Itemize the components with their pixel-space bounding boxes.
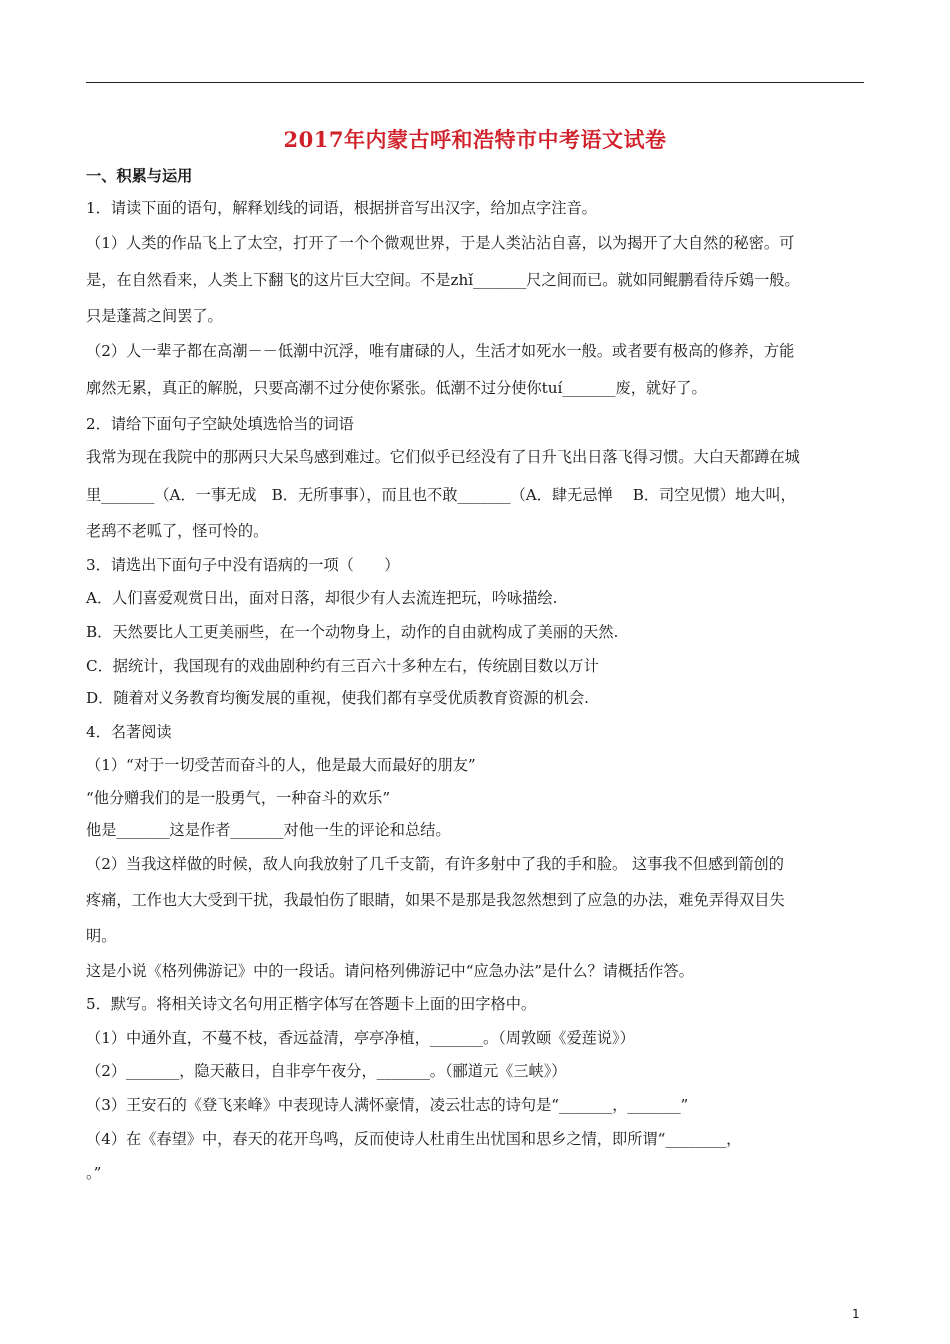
q2-text-line3: 老鸹不老呱了，怪可怜的。 — [86, 522, 269, 540]
q3-option-d: D．随着对义务教育均衡发展的重视，使我们都有享受优质教育资源的机会. — [86, 689, 590, 707]
header-rule — [86, 82, 864, 83]
q5-item4-line1: （4）在《春望》中，春天的花开鸟鸣，反而使诗人杜甫生出忧国和思乡之情，即所谓“________， — [86, 1130, 742, 1148]
q2-text-line1: 我常为现在我院中的那两只大呆鸟感到难过。它们似乎已经没有了日升飞出日落飞得习惯。大白天都蹲在城 — [86, 448, 800, 466]
q2-prompt: 2．请给下面句子空缺处填选恰当的词语 — [86, 415, 354, 433]
q5-item3: （3）王安石的《登飞来峰》中表现诗人满怀豪情，凌云壮志的诗句是“_______，_______” — [86, 1096, 689, 1114]
q4-part2-question: 这是小说《格列佛游记》中的一段话。请问格列佛游记中“应急办法”是什么？请概括作答。 — [86, 962, 694, 980]
q4-part1-quote2: “他分赠我们的是一股勇气，一种奋斗的欢乐” — [86, 789, 391, 807]
q3-option-c: C．据统计，我国现有的戏曲剧种约有三百六十多种左右，传统剧目数以万计 — [86, 657, 599, 675]
q1-part1-line3: 只是蓬蒿之间罢了。 — [86, 307, 223, 325]
q5-item2: （2）_______，隐天蔽日，自非亭午夜分，_______。（郦道元《三峡》） — [86, 1062, 567, 1080]
q4-part1-quote1: （1）“对于一切受苦而奋斗的人，他是最大而最好的朋友” — [86, 756, 476, 774]
q4-part1-question: 他是_______这是作者_______对他一生的评论和总结。 — [86, 821, 451, 839]
q4-part2-line1: （2）当我这样做的时候，敌人向我放射了几千支箭，有许多射中了我的手和脸。 这事我不但感到箭创的 — [86, 855, 784, 873]
q4-part2-line3: 明。 — [86, 927, 117, 945]
q3-prompt: 3．请选出下面句子中没有语病的一项（ ） — [86, 556, 400, 574]
q1-prompt: 1．请读下面的语句，解释划线的词语，根据拼音写出汉字，给加点字注音。 — [86, 199, 597, 217]
page-number: 1 — [852, 1307, 860, 1321]
q1-part2-line2: 廓然无累，真正的解脱，只要高潮不过分使你紧张。低潮不过分使你tuí_______废，就好了。 — [86, 379, 707, 397]
q5-item1: （1）中通外直，不蔓不枝，香远益清，亭亭净植，_______。（周敦颐《爱莲说》） — [86, 1029, 635, 1047]
q3-option-b: B．天然要比人工更美丽些，在一个动物身上，动作的自由就构成了美丽的天然. — [86, 623, 619, 641]
q4-prompt: 4．名著阅读 — [86, 723, 172, 741]
q1-part1-line2: 是，在自然看来，人类上下翻飞的这片巨大空间。不是zhǐ_______尺之间而已。就如同鲲鹏看待斥鴳一般。 — [86, 271, 800, 289]
q5-prompt: 5．默写。将相关诗文名句用正楷字体写在答题卡上面的田字格中。 — [86, 995, 537, 1013]
q5-item4-line2: 。” — [86, 1164, 102, 1182]
page-title: 2017年内蒙古呼和浩特市中考语文试卷 — [283, 127, 667, 152]
q1-part1-line1: （1）人类的作品飞上了太空，打开了一个个微观世界，于是人类沾沾自喜，以为揭开了大自然的秘密。可 — [86, 234, 795, 252]
q4-part2-line2: 疼痛，工作也大大受到干扰，我最怕伤了眼睛，如果不是那是我忽然想到了应急的办法，难免弄得双目失 — [86, 891, 785, 909]
q3-option-a: A．人们喜爱观赏日出，面对日落，却很少有人去流连把玩，吟咏描绘. — [86, 589, 558, 607]
q1-part2-line1: （2）人一辈子都在高潮－－低潮中沉浮，唯有庸碌的人，生活才如死水一般。或者要有极高的修养，方能 — [86, 342, 795, 360]
q2-text-line2: 里_______（A．一事无成 B．无所事事），而且也不敢_______（A．肆无忌惮 B．司空见惯）地大叫， — [86, 486, 796, 504]
section-heading: 一、积累与运用 — [86, 167, 193, 185]
